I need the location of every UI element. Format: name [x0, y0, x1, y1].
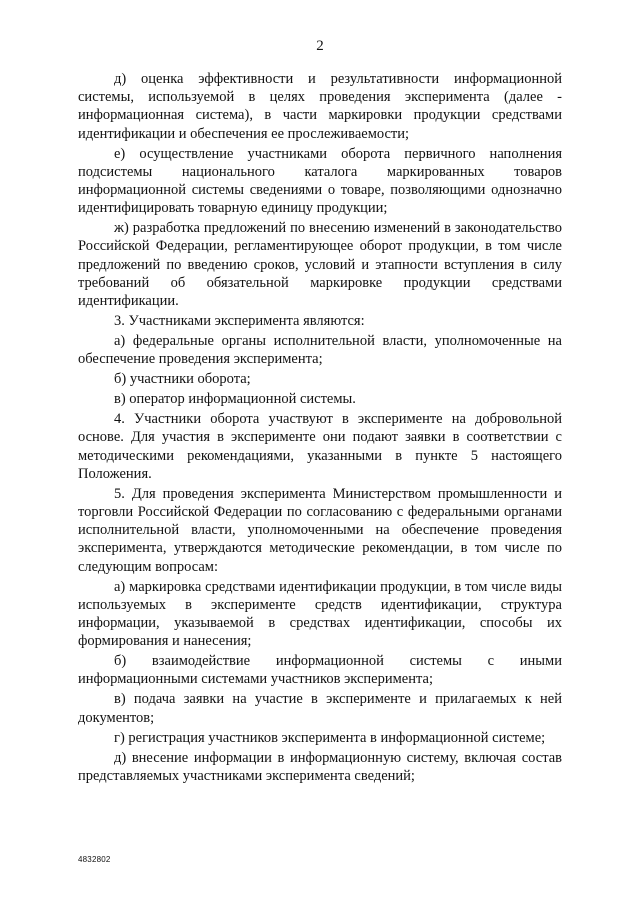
paragraph-5-guidelines: 5. Для проведения эксперимента Министерством промышленности и торговли Российской Федерации по согласованию с федеральными органами исполнительной власти, уполномоченными на обеспечение проведения эксперимента, утверждаются методические рекомендации, в том числе по следующим вопросам: — [78, 485, 562, 575]
paragraph-4-voluntary: 4. Участники оборота участвуют в эксперименте на добровольной основе. Для участия в эксперименте они подают заявки в соответствии с методическими рекомендациями, указанными в пункте 5 настоящего Положения. — [78, 411, 562, 482]
paragraph-3v: в) оператор информационной системы. — [114, 391, 356, 408]
document-id: 4832802 — [78, 855, 111, 864]
paragraph-3a: а) федеральные органы исполнительной власти, уполномоченные на обеспечение проведения эксперимента; — [78, 333, 562, 368]
paragraph-5a: а) маркировка средствами идентификации продукции, в том числе виды используемых в эксперименте средств идентификации, структура информации, указываемой в средствах идентификации, способы их формирования и нанесения; — [78, 578, 562, 650]
paragraph-5d: д) внесение информации в информационную систему, включая состав представляемых участниками эксперимента сведений; — [78, 749, 562, 784]
paragraph-3b: б) участники оборота; — [114, 371, 251, 388]
paragraph-e-catalog: е) осуществление участниками оборота первичного наполнения подсистемы национального каталога маркированных товаров информационной системы сведениями о товаре, позволяющими однозначно идентифицировать товарную единицу продукции; — [78, 145, 562, 217]
paragraph-zh-proposals: ж) разработка предложений по внесению изменений в законодательство Российской Федерации, регламентирующее оборот продукции, в том числе предложений по введению сроков, условий и этапности вступления в силу требований об обязательной маркировке продукции средствами идентификации. — [78, 220, 562, 310]
paragraph-5g: г) регистрация участников эксперимента в информационной системе; — [114, 729, 546, 746]
page-number: 2 — [316, 38, 324, 54]
paragraph-5b: б) взаимодействие информационной системы с иными информационными системами участников эксперимента; — [78, 653, 562, 688]
paragraph-d-evaluation: д) оценка эффективности и результативности информационной системы, используемой в целях проведения эксперимента (далее - информационная система), в части маркировки продукции средствами идентификации и обеспечения ее прослеживаемости; — [78, 71, 562, 142]
paragraph-5v: в) подача заявки на участие в эксперименте и прилагаемых к ней документов; — [78, 691, 562, 726]
document-body — [78, 70, 562, 787]
paragraph-3-participants: 3. Участниками эксперимента являются: — [114, 313, 365, 330]
